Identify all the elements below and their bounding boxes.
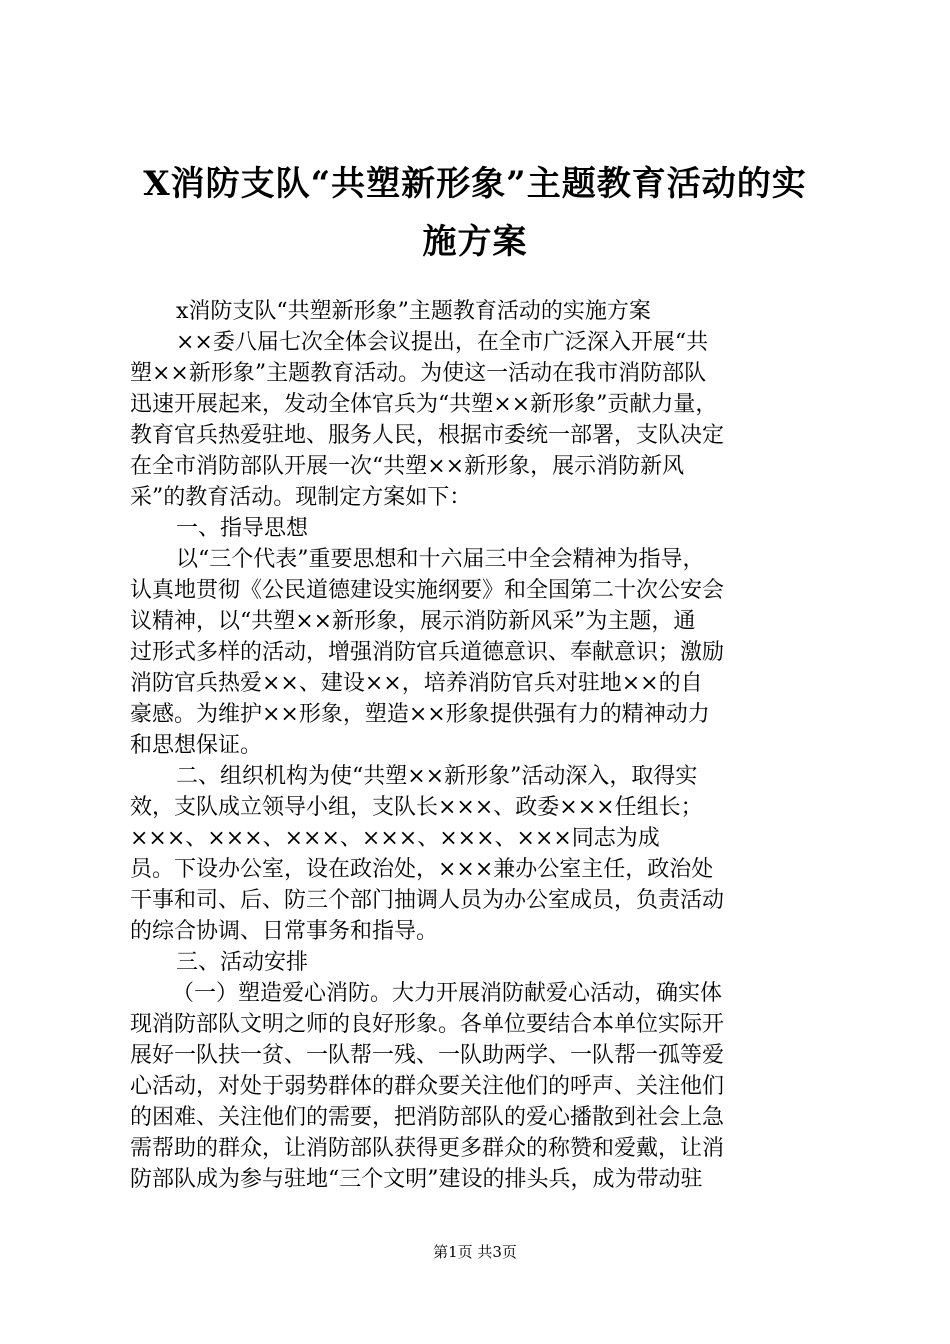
text-line: 和思想保证。: [130, 733, 263, 758]
text-line: 展好一队扶一贫、一队帮一残、一队助两学、一队帮一孤等爱: [130, 1043, 725, 1068]
document-title-line-1: X消防支队“共塑新形象”主题教育活动的实: [143, 164, 807, 204]
text-line: 需帮助的群众，让消防部队获得更多群众的称赞和爱戴，让消: [130, 1136, 725, 1161]
text-line: 干事和司、后、防三个部门抽调人员为办公室成员，负责活动: [130, 888, 725, 913]
section-heading: 二、组织机构为使“共塑××新形象”活动深入，取得实: [176, 764, 698, 789]
text-line: ××委八届七次全体会议提出，在全市广泛深入开展“共: [176, 330, 709, 355]
text-line: 防部队成为参与驻地“三个文明”建设的排头兵，成为带动驻: [130, 1167, 703, 1192]
document-body: [130, 296, 830, 1195]
text-line: 员。下设办公室，设在政治处，×××兼办公室主任，政治处: [130, 857, 714, 882]
section-heading: 一、指导思想: [176, 516, 309, 541]
text-line: 在全市消防部队开展一次“共塑××新形象，展示消防新风: [130, 454, 685, 479]
subsection-line: （一）塑造爱心消防。大力开展消防献爱心活动，确实体: [172, 981, 723, 1006]
text-line: ×××、×××、×××、×××、×××、×××同志为成: [130, 826, 660, 851]
text-line: 的综合协调、日常事务和指导。: [130, 919, 439, 944]
page-number-footer: 第1页 共3页: [433, 1243, 517, 1261]
text-line: 心活动，对处于弱势群体的群众要关注他们的呼声、关注他们: [130, 1074, 725, 1099]
text-line: 豪感。为维护××形象，塑造××形象提供强有力的精神动力: [130, 702, 710, 727]
document-title-line-2: 施方案: [422, 222, 528, 262]
text-line: 采”的教育活动。现制定方案如下：: [130, 485, 472, 510]
text-line: 现消防部队文明之师的良好形象。各单位要结合本单位实际开: [130, 1012, 725, 1037]
text-line: 迅速开展起来，发动全体官兵为“共塑××新形象”贡献力量，: [130, 392, 718, 417]
text-line: 的困难、关注他们的需要，把消防部队的爱心播散到社会上急: [130, 1105, 725, 1130]
text-line: 效，支队成立领导小组，支队长×××、政委×××任组长；: [130, 795, 703, 820]
text-line: 议精神，以“共塑××新形象，展示消防新风采”为主题，通: [130, 609, 696, 634]
text-line: x消防支队“共塑新形象”主题教育活动的实施方案: [176, 299, 651, 324]
text-line: 以“三个代表”重要思想和十六届三中全会精神为指导，: [176, 547, 705, 572]
text-line: 塑××新形象”主题教育活动。为使这一活动在我市消防部队: [130, 361, 707, 386]
text-line: 教育官兵热爱驻地、服务人民，根据市委统一部署，支队决定: [130, 423, 725, 448]
text-line: 认真地贯彻《公民道德建设实施纲要》和全国第二十次公安会: [130, 578, 725, 603]
section-heading: 三、活动安排: [176, 950, 309, 975]
text-line: 过形式多样的活动，增强消防官兵道德意识、奉献意识；激励: [130, 640, 725, 665]
text-line: 消防官兵热爱××、建设××，培养消防官兵对驻地××的自: [130, 671, 703, 696]
